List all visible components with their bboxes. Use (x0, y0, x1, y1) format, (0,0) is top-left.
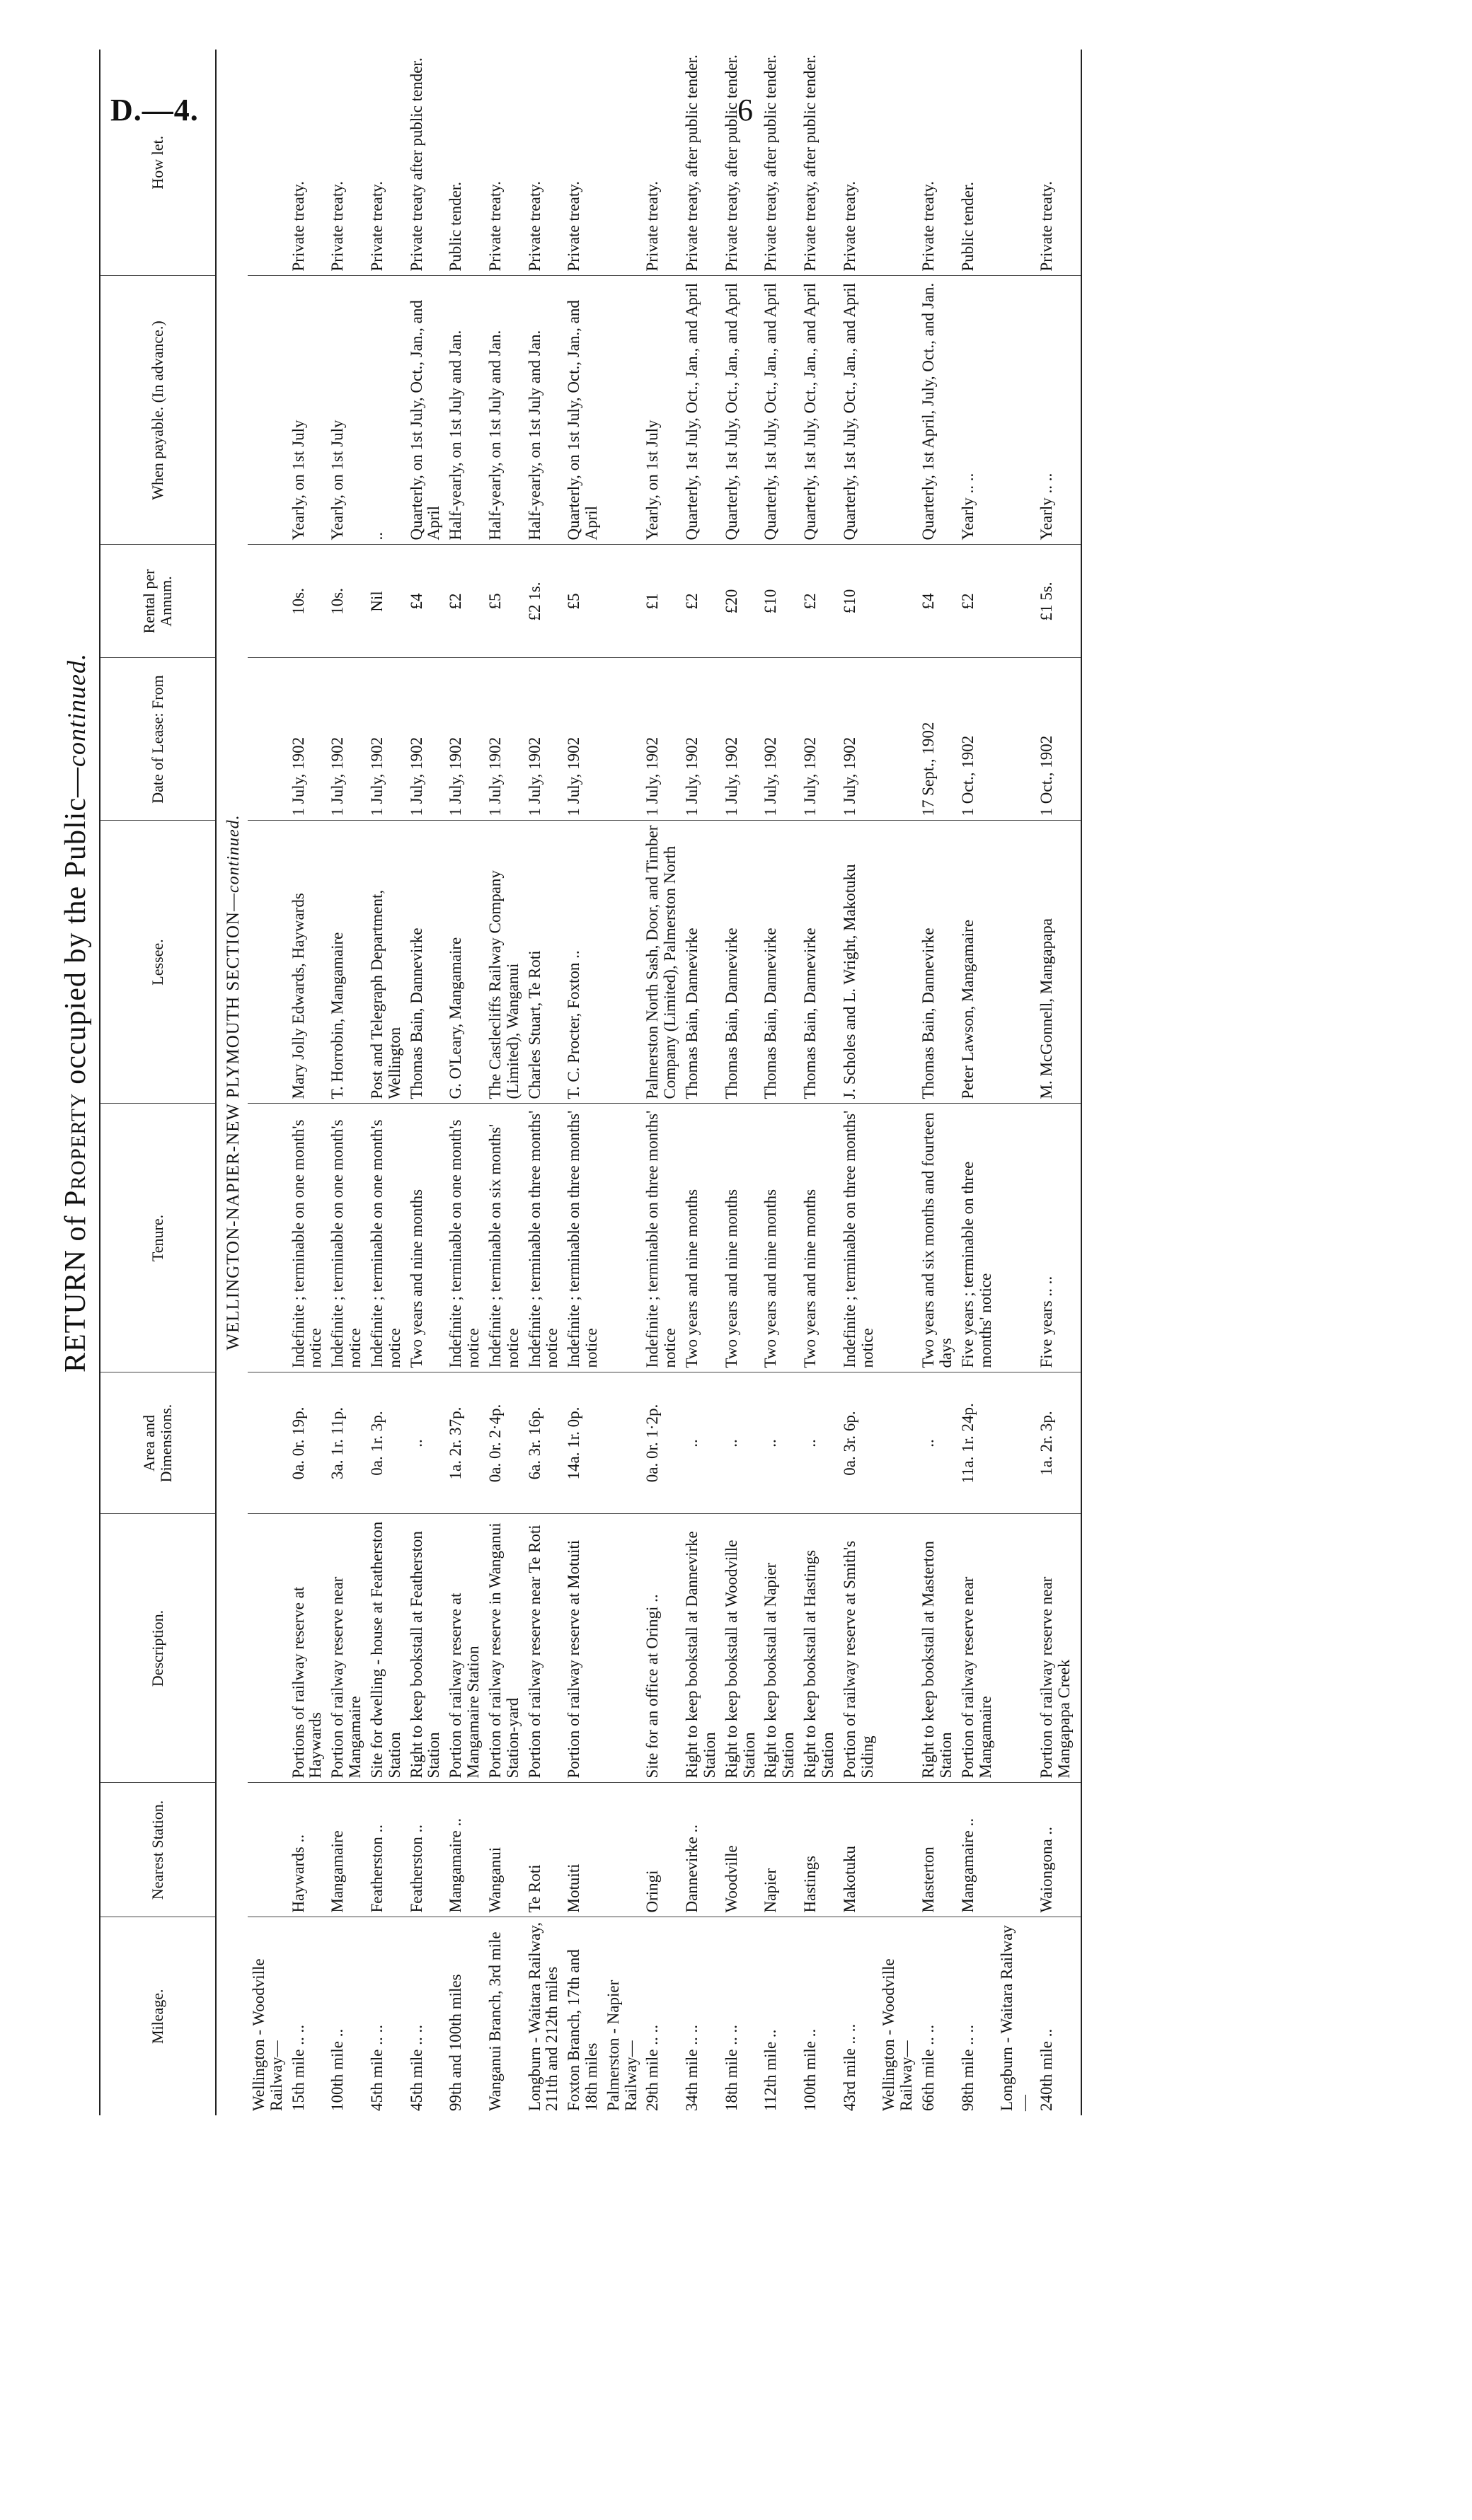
cell-station: Oringi (641, 1783, 681, 1917)
cell-date (602, 658, 642, 821)
cell-payable (878, 276, 917, 545)
cell-tenure: Two years and nine months (799, 1104, 839, 1372)
cell-payable: Quarterly, 1st July, Oct., Jan., and April (759, 276, 799, 545)
cell-how: Private treaty after public tender. (406, 50, 445, 276)
table-row (957, 50, 996, 2115)
cell-description: Portion of railway reserve near Te Roti (524, 1514, 563, 1783)
cell-rental: £2 (444, 545, 484, 658)
cell-area: 14a. 1r. 0p. (563, 1372, 602, 1514)
cell-description: Site for an office at Oringi .. (641, 1514, 681, 1783)
cell-payable (996, 276, 1035, 545)
cell-mileage: 100th mile .. (801, 2028, 820, 2111)
cell-date: 1 July, 1902 (366, 658, 406, 821)
table-row (839, 50, 878, 2115)
cell-station: Makotuku (839, 1783, 878, 1917)
cell-rental: £4 (917, 545, 957, 658)
cell-description: Site for dwelling - house at Featherston Station (366, 1514, 406, 1783)
cell-mileage: Wellington - Woodville Railway— (249, 1958, 285, 2111)
cell-payable: Yearly, on 1st July (326, 276, 366, 545)
cell-station: Mangamaire (326, 1783, 366, 1917)
cell-lessee: Thomas Bain, Dannevirke (681, 821, 720, 1104)
cell-how: Private treaty. (641, 50, 681, 276)
cell-station (602, 1783, 642, 1917)
cell-tenure: Indefinite ; terminable on one month's notice (326, 1104, 366, 1372)
cell-rental: Nil (366, 545, 406, 658)
cell-description: Portion of railway reserve at Motuiti (563, 1514, 602, 1783)
table-row (524, 50, 563, 2115)
cell-how: Private treaty. (839, 50, 878, 276)
col-payable: When payable. (In advance.) (100, 276, 216, 545)
table-row (1035, 50, 1081, 2115)
cell-how (602, 50, 642, 276)
cell-how: Private treaty. (287, 50, 327, 276)
cell-lessee (248, 821, 287, 1104)
cell-rental: £2 (681, 545, 720, 658)
cell-date: 17 Sept., 1902 (917, 658, 957, 821)
cell-rental (878, 545, 917, 658)
cell-tenure (248, 1104, 287, 1372)
cell-lessee: Post and Telegraph Department, Wellington (366, 821, 406, 1104)
table-row (484, 50, 524, 2115)
cell-rental: £2 1s. (524, 545, 563, 658)
cell-mileage: 15th mile .. .. (289, 2024, 307, 2111)
cell-tenure (878, 1104, 917, 1372)
cell-how: Public tender. (444, 50, 484, 276)
cell-date: 1 July, 1902 (563, 658, 602, 821)
cell-tenure: Indefinite ; terminable on one month's notice (366, 1104, 406, 1372)
table-row (406, 50, 445, 2115)
cell-area: 11a. 1r. 24p. (957, 1372, 996, 1514)
cell-rental: £1 5s. (1035, 545, 1081, 658)
cell-lessee: Thomas Bain, Dannevirke (759, 821, 799, 1104)
cell-lessee: Thomas Bain, Dannevirke (799, 821, 839, 1104)
cell-station: Woodville (720, 1783, 760, 1917)
header-row (100, 50, 216, 2115)
cell-description (878, 1514, 917, 1783)
cell-lessee: Thomas Bain, Dannevirke (720, 821, 760, 1104)
cell-description: Portion of railway reserve near Mangapapa Creek (1035, 1514, 1081, 1783)
cell-payable: Yearly, on 1st July (287, 276, 327, 545)
cell-description: Portion of railway reserve at Smith's Siding (839, 1514, 878, 1783)
cell-date: 1 July, 1902 (759, 658, 799, 821)
col-how-let: How let. (100, 50, 216, 276)
cell-rental: £5 (563, 545, 602, 658)
col-tenure: Tenure. (100, 1104, 216, 1372)
railway-subheading (248, 50, 287, 2115)
cell-date: 1 July, 1902 (799, 658, 839, 821)
cell-station: Napier (759, 1783, 799, 1917)
cell-area (602, 1372, 642, 1514)
cell-date: 1 July, 1902 (681, 658, 720, 821)
cell-date (996, 658, 1035, 821)
cell-station (996, 1783, 1035, 1917)
cell-tenure (602, 1104, 642, 1372)
cell-date: 1 July, 1902 (720, 658, 760, 821)
cell-station: Featherston .. (406, 1783, 445, 1917)
cell-station: Masterton (917, 1783, 957, 1917)
cell-area: 3a. 1r. 11p. (326, 1372, 366, 1514)
cell-description: Right to keep bookstall at Napier Station (759, 1514, 799, 1783)
cell-payable: Quarterly, on 1st July, Oct., Jan., and April (406, 276, 445, 545)
section-heading: WELLINGTON-NAPIER-NEW PLYMOUTH SECTION—continued. (224, 814, 243, 1351)
cell-payable: Quarterly, 1st July, Oct., Jan., and April (799, 276, 839, 545)
col-date: Date of Lease: From (100, 658, 216, 821)
cell-rental: £20 (720, 545, 760, 658)
cell-description: Right to keep bookstall at Masterton Station (917, 1514, 957, 1783)
cell-tenure: Two years and nine months (759, 1104, 799, 1372)
cell-date (248, 658, 287, 821)
cell-payable (248, 276, 287, 545)
railway-subheading (602, 50, 642, 2115)
cell-description: Right to keep bookstall at Hastings Station (799, 1514, 839, 1783)
cell-description: Right to keep bookstall at Woodville Station (720, 1514, 760, 1783)
cell-station (248, 1783, 287, 1917)
cell-tenure: Indefinite ; terminable on three months' notice (524, 1104, 563, 1372)
cell-payable: Half-yearly, on 1st July and Jan. (444, 276, 484, 545)
cell-how: Private treaty, after public tender. (799, 50, 839, 276)
cell-tenure: Five years ; terminable on three months' notice (957, 1104, 996, 1372)
cell-date: 1 July, 1902 (641, 658, 681, 821)
cell-payable: .. (366, 276, 406, 545)
col-area: Area and Dimensions. (100, 1372, 216, 1514)
cell-lessee: G. O'Leary, Mangamaire (444, 821, 484, 1104)
cell-mileage: Foxton Branch, 17th and 18th miles (565, 1949, 600, 2111)
cell-mileage: 45th mile .. .. (407, 2024, 425, 2111)
cell-how: Private treaty, after public tender. (681, 50, 720, 276)
cell-tenure: Two years and nine months (406, 1104, 445, 1372)
cell-mileage: 66th mile .. .. (919, 2024, 938, 2111)
table-row (641, 50, 681, 2115)
cell-rental: 10s. (326, 545, 366, 658)
cell-mileage: Longburn - Waitara Railway, 211th and 212th miles (525, 1921, 561, 2111)
cell-mileage: Longburn - Waitara Railway— (998, 1925, 1034, 2111)
table-row (366, 50, 406, 2115)
cell-mileage: 45th mile .. .. (367, 2024, 386, 2111)
cell-station: Waiongona .. (1035, 1783, 1081, 1917)
cell-description: Portion of railway reserve near Mangamaire (326, 1514, 366, 1783)
cell-how: Private treaty. (484, 50, 524, 276)
cell-description: Right to keep bookstall at Dannevirke Station (681, 1514, 720, 1783)
cell-date: 1 July, 1902 (839, 658, 878, 821)
cell-rental: £5 (484, 545, 524, 658)
cell-lessee (996, 821, 1035, 1104)
cell-description: Portion of railway reserve in Wanganui Station-yard (484, 1514, 524, 1783)
cell-lessee: Peter Lawson, Mangamaire (957, 821, 996, 1104)
cell-tenure: Indefinite ; terminable on one month's notice (444, 1104, 484, 1372)
cell-station: Te Roti (524, 1783, 563, 1917)
table-row (799, 50, 839, 2115)
cell-date: 1 July, 1902 (444, 658, 484, 821)
cell-lessee: Mary Jolly Edwards, Haywards (287, 821, 327, 1104)
cell-area: 0a. 0r. 1·2p. (641, 1372, 681, 1514)
cell-mileage: 99th and 100th miles (447, 1974, 465, 2111)
cell-date: 1 Oct., 1902 (1035, 658, 1081, 821)
cell-mileage: 112th mile .. (761, 2029, 780, 2111)
cell-date: 1 July, 1902 (287, 658, 327, 821)
cell-description (996, 1514, 1035, 1783)
cell-payable: Quarterly, 1st April, July, Oct., and Jan. (917, 276, 957, 545)
cell-tenure: Indefinite ; terminable on six months' notice (484, 1104, 524, 1372)
cell-description (602, 1514, 642, 1783)
cell-date: 1 July, 1902 (406, 658, 445, 821)
col-station: Nearest Station. (100, 1783, 216, 1917)
cell-how: Private treaty. (366, 50, 406, 276)
table-row (287, 50, 327, 2115)
cell-area (248, 1372, 287, 1514)
cell-tenure: Indefinite ; terminable on three months' notice (563, 1104, 602, 1372)
cell-rental: £4 (406, 545, 445, 658)
cell-station: Featherston .. (366, 1783, 406, 1917)
cell-rental: £10 (759, 545, 799, 658)
cell-how (878, 50, 917, 276)
cell-station: Haywards .. (287, 1783, 327, 1917)
page-code: D.—4. (110, 93, 199, 127)
railway-subheading (878, 50, 917, 2115)
cell-station: Dannevirke .. (681, 1783, 720, 1917)
cell-date: 1 July, 1902 (484, 658, 524, 821)
cell-rental (248, 545, 287, 658)
cell-lessee: Palmerston North Sash, Door, and Timber Company (Limited), Palmerston North (641, 821, 681, 1104)
cell-payable: Quarterly, 1st July, Oct., Jan., and April (839, 276, 878, 545)
cell-area: 0a. 0r. 2·4p. (484, 1372, 524, 1514)
table-row (563, 50, 602, 2115)
col-description: Description. (100, 1514, 216, 1783)
cell-area (996, 1372, 1035, 1514)
cell-tenure: Two years and six months and fourteen days (917, 1104, 957, 1372)
cell-area: .. (406, 1372, 445, 1514)
cell-area: .. (720, 1372, 760, 1514)
cell-mileage: 43rd mile .. .. (840, 2023, 858, 2111)
cell-how: Private treaty. (524, 50, 563, 276)
cell-payable: Quarterly, 1st July, Oct., Jan., and April (720, 276, 760, 545)
cell-date: 1 July, 1902 (524, 658, 563, 821)
cell-mileage: 98th mile .. .. (958, 2024, 977, 2111)
cell-how: Private treaty, after public tender. (720, 50, 760, 276)
cell-station (878, 1783, 917, 1917)
cell-mileage: 34th mile .. .. (683, 2024, 701, 2111)
cell-area: 1a. 2r. 3p. (1035, 1372, 1081, 1514)
cell-how (996, 50, 1035, 276)
col-rental: Rental per Annum. (100, 545, 216, 658)
cell-station: Wanganui (484, 1783, 524, 1917)
cell-payable: Half-yearly, on 1st July and Jan. (484, 276, 524, 545)
cell-tenure: Indefinite ; terminable on one month's notice (287, 1104, 327, 1372)
cell-mileage: 100th mile .. (328, 2028, 347, 2111)
cell-date: 1 July, 1902 (326, 658, 366, 821)
cell-tenure: Indefinite ; terminable on three months' notice (641, 1104, 681, 1372)
cell-area: 1a. 2r. 37p. (444, 1372, 484, 1514)
cell-mileage: 240th mile .. (1035, 1917, 1081, 2115)
table-row (917, 50, 957, 2115)
cell-how: Private treaty. (563, 50, 602, 276)
cell-area: 6a. 3r. 16p. (524, 1372, 563, 1514)
table-row (444, 50, 484, 2115)
cell-station: Motuiti (563, 1783, 602, 1917)
cell-tenure: Indefinite ; terminable on three months' notice (839, 1104, 878, 1372)
col-mileage: Mileage. (100, 1917, 216, 2115)
cell-payable: Yearly .. .. (957, 276, 996, 545)
cell-mileage: Wellington - Woodville Railway— (880, 1958, 916, 2111)
cell-area: .. (759, 1372, 799, 1514)
cell-station: Mangamaire .. (957, 1783, 996, 1917)
railway-subheading (996, 50, 1035, 2115)
cell-area (878, 1372, 917, 1514)
table-row (681, 50, 720, 2115)
cell-description: Right to keep bookstall at Featherston Station (406, 1514, 445, 1783)
table-row (326, 50, 366, 2115)
cell-mileage: 18th mile .. .. (722, 2024, 740, 2111)
cell-how: Public tender. (957, 50, 996, 276)
cell-mileage: Wanganui Branch, 3rd mile (485, 1931, 504, 2111)
cell-rental: £2 (957, 545, 996, 658)
cell-payable (602, 276, 642, 545)
cell-how: Private treaty. (1035, 50, 1081, 276)
cell-description: Portion of railway reserve near Mangamaire (957, 1514, 996, 1783)
cell-area: .. (799, 1372, 839, 1514)
cell-area: 0a. 3r. 6p. (839, 1372, 878, 1514)
table-row (720, 50, 760, 2115)
cell-lessee: M. McGonnell, Mangapapa (1035, 821, 1081, 1104)
cell-how (248, 50, 287, 276)
cell-lessee: Thomas Bain, Dannevirke (917, 821, 957, 1104)
cell-description: Portion of railway reserve at Mangamaire Station (444, 1514, 484, 1783)
cell-payable: Quarterly, on 1st July, Oct., Jan., and April (563, 276, 602, 545)
cell-lessee (878, 821, 917, 1104)
cell-how: Private treaty. (917, 50, 957, 276)
col-lessee: Lessee. (100, 821, 216, 1104)
cell-station: Mangamaire .. (444, 1783, 484, 1917)
cell-mileage: Palmerston - Napier Railway— (604, 1979, 640, 2111)
cell-lessee: J. Scholes and L. Wright, Makotuku (839, 821, 878, 1104)
cell-lessee: Thomas Bain, Dannevirke (406, 821, 445, 1104)
page-title: RETURN of Property occupied by the Public—continued. (59, 653, 92, 1372)
cell-how: Private treaty. (326, 50, 366, 276)
cell-tenure: Two years and nine months (681, 1104, 720, 1372)
cell-rental: 10s. (287, 545, 327, 658)
cell-tenure (996, 1104, 1035, 1372)
cell-date: 1 Oct., 1902 (957, 658, 996, 821)
cell-lessee: T. C. Procter, Foxton .. (563, 821, 602, 1104)
property-table (99, 50, 1082, 2115)
cell-payable: Half-yearly, on 1st July and Jan. (524, 276, 563, 545)
cell-payable: Quarterly, 1st July, Oct., Jan., and April (681, 276, 720, 545)
cell-area: .. (681, 1372, 720, 1514)
cell-lessee: Charles Stuart, Te Roti (524, 821, 563, 1104)
cell-date (878, 658, 917, 821)
cell-lessee (602, 821, 642, 1104)
table-row (759, 50, 799, 2115)
cell-payable: Yearly .. .. (1035, 276, 1081, 545)
cell-rental: £2 (799, 545, 839, 658)
cell-lessee: The Castlecliffs Railway Company (Limited), Wanganui (484, 821, 524, 1104)
cell-area: 0a. 1r. 3p. (366, 1372, 406, 1514)
cell-tenure: Two years and nine months (720, 1104, 760, 1372)
cell-description: Portions of railway reserve at Haywards (287, 1514, 327, 1783)
cell-station: Hastings (799, 1783, 839, 1917)
cell-rental (996, 545, 1035, 658)
cell-description (248, 1514, 287, 1783)
cell-rental: £1 (641, 545, 681, 658)
cell-mileage: 29th mile .. .. (643, 2024, 662, 2111)
cell-lessee: T. Horrobin, Mangamaire (326, 821, 366, 1104)
cell-payable: Yearly, on 1st July (641, 276, 681, 545)
cell-tenure: Five years .. .. (1035, 1104, 1081, 1372)
cell-area: 0a. 0r. 19p. (287, 1372, 327, 1514)
cell-rental (602, 545, 642, 658)
cell-area: .. (917, 1372, 957, 1514)
page-number: 6 (737, 93, 753, 127)
cell-rental: £10 (839, 545, 878, 658)
cell-how: Private treaty, after public tender. (759, 50, 799, 276)
